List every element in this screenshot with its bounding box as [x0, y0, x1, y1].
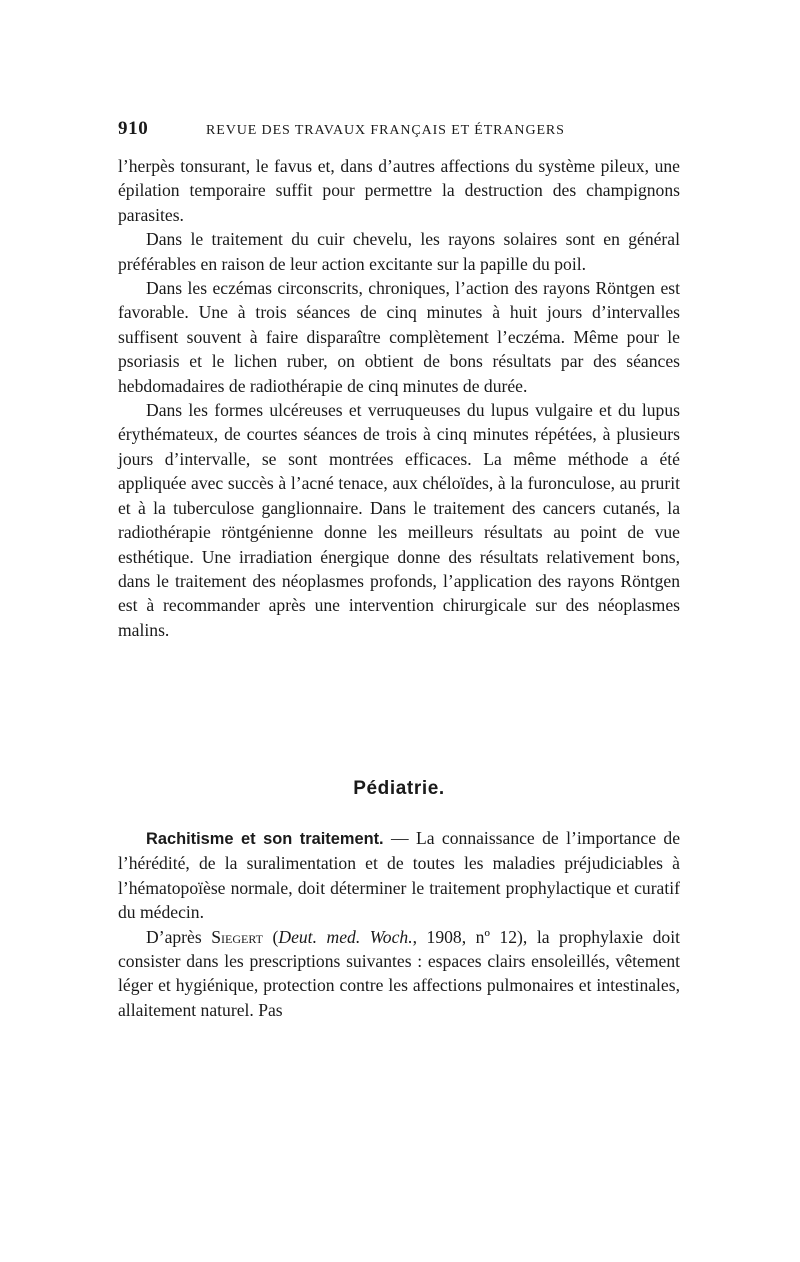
paragraph-text: la prophylaxie doit consister dans les prescriptions suivantes : espaces clairs ensoleillés, vêtement léger et hygiénique, protection contre les affections pulmonaires et intestinales, allaitement naturel. Pas [118, 926, 680, 1020]
body-text [118, 154, 680, 642]
running-title: REVUE DES TRAVAUX FRANÇAIS ET ÉTRANGERS [206, 123, 565, 138]
paragraph [118, 826, 680, 925]
article-text [118, 826, 680, 1022]
paragraph-lead: D’après [146, 926, 212, 947]
page-number: 910 [118, 118, 149, 139]
citation-open: ( [262, 926, 279, 947]
running-header [118, 120, 688, 142]
article-title: Rachitisme et son traitement. [146, 830, 384, 848]
section-heading: Pédiatrie. [353, 778, 445, 799]
paragraph: Dans les formes ulcéreuses et verruqueuses du lupus vulgaire et du lupus érythémateux, de courtes séances de trois à cinq minutes répétées, à plusieurs jours d’intervalle, se sont montrées efficaces. La même méthode a été appliquée avec succès à l’acné tenace, aux chéloïdes, à la furonculose, au prurit et à la tuberculose ganglionnaire. Dans le traitement des cancers cutanés, la radiothérapie röntgénienne donne les meilleurs résultats au point de vue esthétique. Une irradiation énergique donne des résultats relativement bons, dans le traitement des néoplasmes profonds, l’application des rayons Röntgen est à recommander après une intervention chirurgicale sur des néoplasmes malins. [118, 400, 680, 640]
paragraph: l’herpès tonsurant, le favus et, dans d’autres affections du système pileux, une épilation temporaire suffit pour permettre la destruction des champignons parasites. [118, 156, 680, 225]
paragraph: Dans les eczémas circonscrits, chroniques, l’action des rayons Röntgen est favorable. Une à trois séances de cinq minutes à huit jours d’intervalles suffisent souvent à faire disparaître complètement l’eczéma. Même pour le psoriasis et le lichen ruber, on obtient de bons résultats par des séances hebdomadaires de radiothérapie de cinq minutes de durée. [118, 278, 680, 396]
journal-citation: Deut. med. Woch. [278, 926, 413, 947]
paragraph-text: — La connaissance de l’importance de l’hérédité, de la suralimentation et de toutes les maladies préjudiciables à l’hématopoïèse normale, doit déterminer le traitement prophylactique et curatif du médecin. [118, 828, 681, 923]
paragraph [118, 925, 680, 1023]
author-name: Siegert [211, 926, 263, 947]
paragraph: Dans le traitement du cuir chevelu, les rayons solaires sont en général préférables en raison de leur action excitante sur la papille du poil. [118, 229, 680, 274]
citation-details: , 1908, nº 12), [412, 926, 537, 947]
